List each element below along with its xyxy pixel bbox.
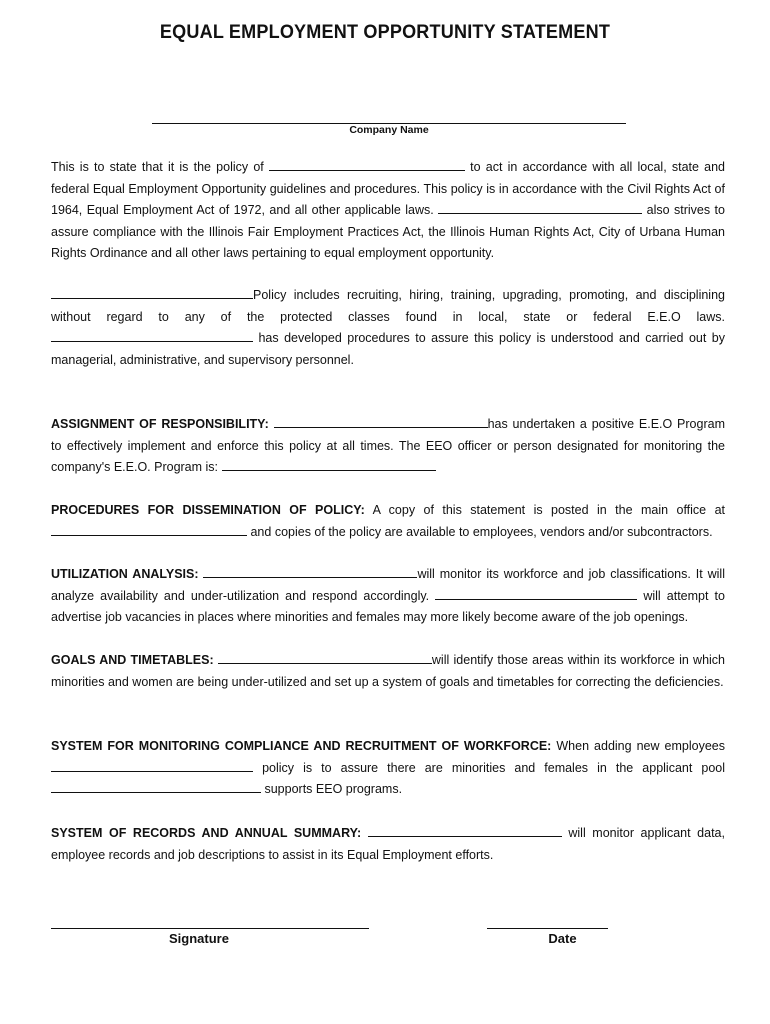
goals-heading: GOALS AND TIMETABLES: [51,653,214,667]
records-text: will monitor applicant data, employee records and job descriptions to assist in its Equal Employment efforts. [51,826,725,862]
monitoring-text-b: policy is to assure there are minorities and females in the applicant pool [262,760,726,775]
policy-paragraph [51,157,725,265]
assignment-company-blank[interactable] [274,415,488,428]
monitoring-company-blank[interactable] [51,759,253,772]
assignment-section [51,414,725,479]
document-title: EQUAL EMPLOYMENT OPPORTUNITY STATEMENT [159,22,611,43]
policy-company-blank[interactable] [269,158,465,171]
records-company-blank[interactable] [368,824,562,837]
scope-company-blank[interactable] [51,286,253,299]
scope-text-b: has developed procedures to assure this policy is understood and carried out by managerial, administrative, and supervisory personnel. [51,331,725,367]
monitoring-text-c: supports EEO programs. [264,782,403,796]
dissemination-text-b: and copies of the policy are available to employees, vendors and/or subcontractors. [250,524,713,539]
procedures-company-blank[interactable] [51,329,253,342]
date-field[interactable] [487,928,608,929]
company-name-label: Company Name [349,124,429,136]
main-office-blank[interactable] [51,523,247,536]
scope-text-a: Policy includes recruiting, hiring, training, upgrading, promoting, and disciplining without regard to any of the protected classes found in local, state or federal E.E.O laws. [51,288,725,324]
signature-field[interactable] [51,928,369,929]
eeo-support-blank[interactable] [51,780,261,793]
dissemination-section [51,500,725,543]
policy-text-a: This is to state that it is the policy of [51,160,264,174]
utilization-section [51,564,725,629]
monitoring-section [51,736,725,801]
utilization-text-b: will attempt to advertise job vacancies in places where minorities and females may more likely become aware of the job openings. [51,588,725,624]
goals-company-blank[interactable] [218,651,432,664]
goals-section [51,650,725,693]
monitoring-text-a: When adding new employees [556,739,725,753]
records-heading: SYSTEM OF RECORDS AND ANNUAL SUMMARY: [51,826,362,840]
scope-paragraph [51,285,725,371]
dissemination-heading: PROCEDURES FOR DISSEMINATION OF POLICY: [51,503,365,517]
policy-text-c: also strives to assure compliance with the Illinois Fair Employment Practices Act, the Illinois Human Rights Act, City of Urbana Human Rights Ordinance and all other laws pertaining to equal employment opportunity. [51,203,725,260]
dissemination-text-a: A copy of this statement is posted in the main office at [372,503,725,517]
advertise-company-blank[interactable] [435,587,637,600]
policy-text-b: to act in accordance with all local, state and federal Equal Employment Opportunity guidelines and procedures. This policy is in accordance with the Civil Rights Act of 1964, Equal Employment Act of 1972, and all other applicable laws. [51,160,726,217]
monitoring-heading: SYSTEM FOR MONITORING COMPLIANCE AND RECRUITMENT OF WORKFORCE: [51,739,552,753]
signature-label: Signature [169,931,229,946]
utilization-company-blank[interactable] [203,565,417,578]
eeo-officer-blank[interactable] [222,458,436,471]
date-label: Date [548,931,577,946]
records-section [51,823,725,866]
utilization-text-a: will monitor its workforce and job classifications. It will analyze availability and under-utilization and respond accordingly. [51,567,725,603]
utilization-heading: UTILIZATION ANALYSIS: [51,567,199,581]
assignment-text: has undertaken a positive E.E.O Program to effectively implement and enforce this policy at all times. The EEO officer or person designated for monitoring the company's E.E.O. Program is: [51,417,725,474]
compliance-company-blank[interactable] [438,201,642,214]
goals-text: will identify those areas within its workforce in which minorities and women are being under-utilized and set up a system of goals and timetables for correcting the deficiencies. [51,653,725,689]
assignment-heading: ASSIGNMENT OF RESPONSIBILITY: [51,417,269,431]
